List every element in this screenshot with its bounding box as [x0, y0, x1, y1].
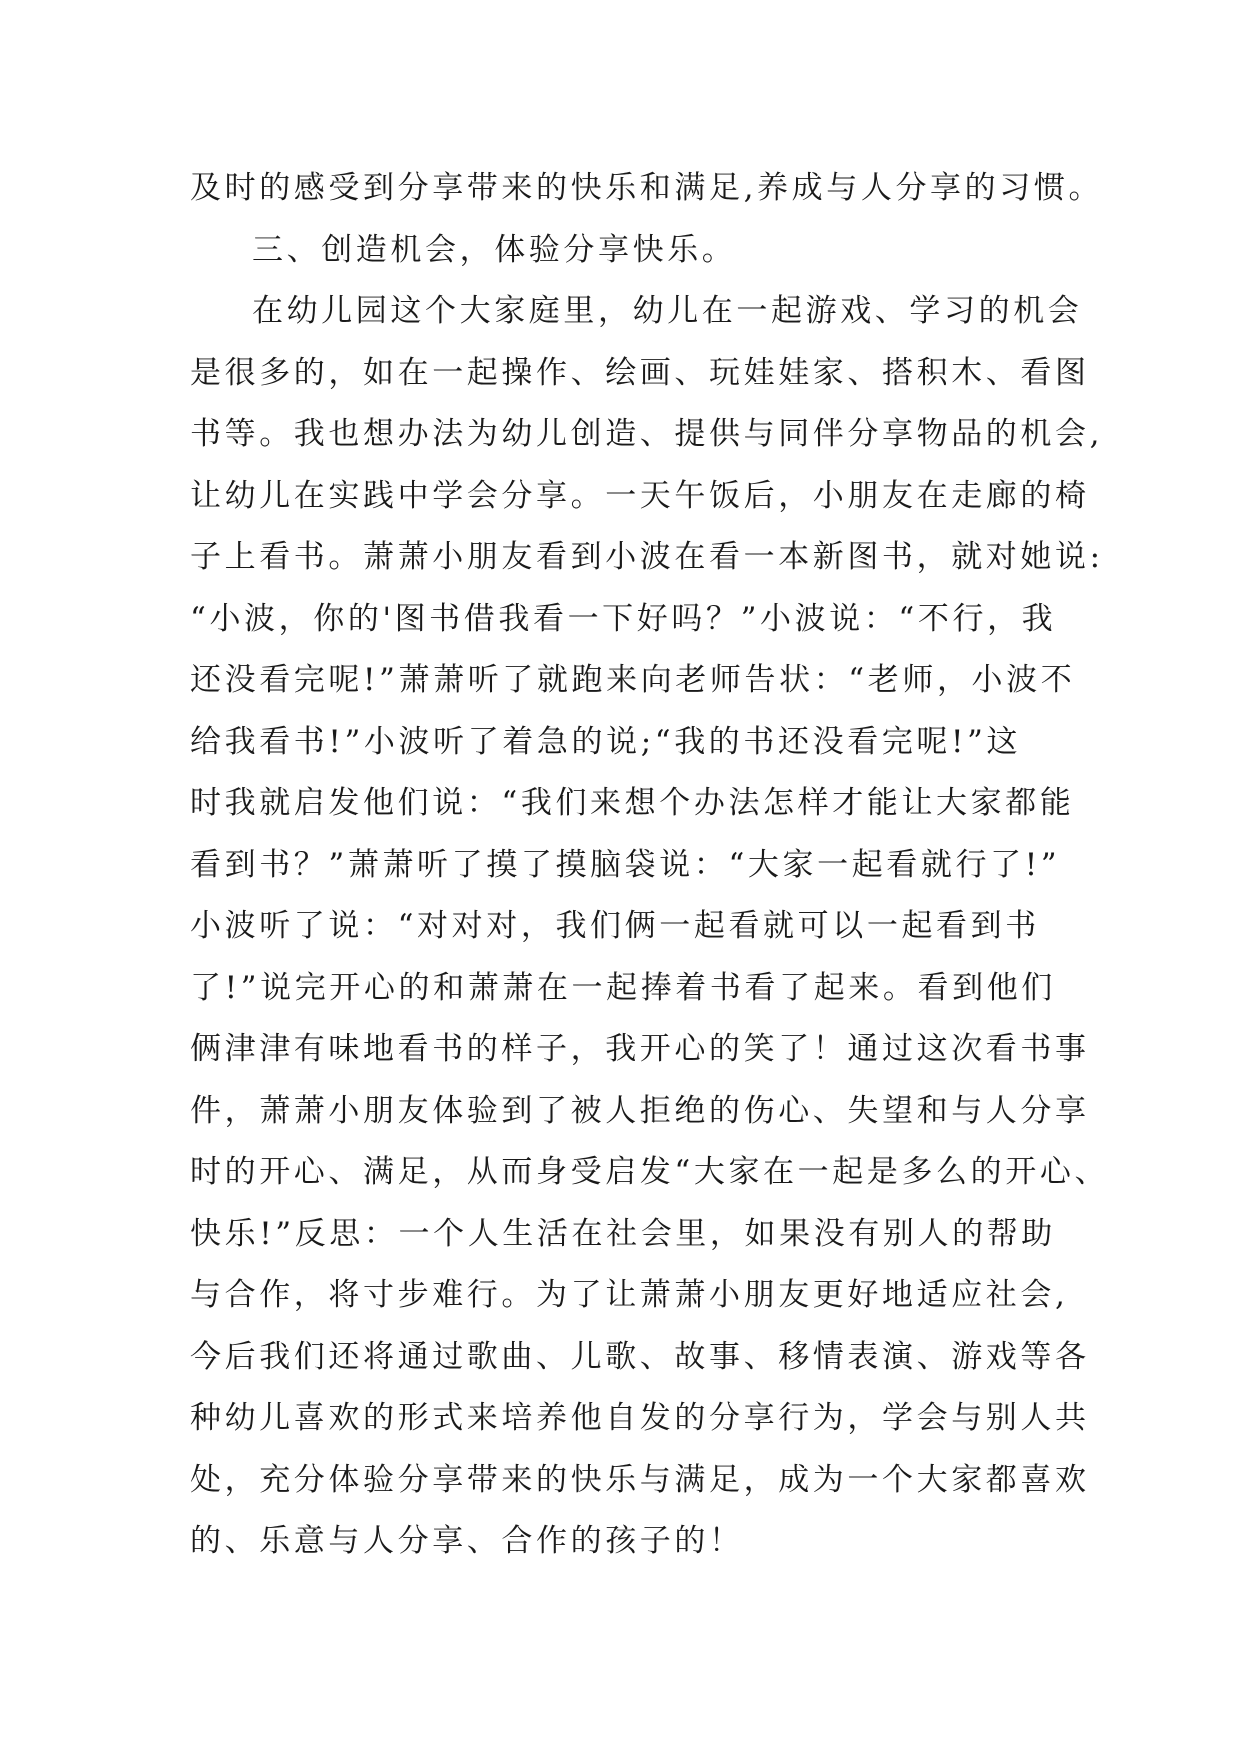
- text-line: 让幼儿在实践中学会分享。一天午饭后，小朋友在走廊的椅: [190, 477, 1090, 514]
- text-line: 及时的感受到分享带来的快乐和满足,养成与人分享的习惯。: [190, 170, 1104, 206]
- text-line: 小波听了说：“对对对，我们俩一起看就可以一起看到书: [190, 908, 1040, 944]
- text-line: 是很多的，如在一起操作、绘画、玩娃娃家、搭积木、看图: [190, 354, 1090, 391]
- text-line: 与合作，将寸步难行。为了让萧萧小朋友更好地适应社会,: [190, 1277, 1069, 1313]
- text-line: 三、创造机会，体验分享快乐。: [252, 231, 737, 268]
- text-line: 时我就启发他们说：“我们来想个办法怎样才能让大家都能: [190, 785, 1075, 821]
- text-line: 处，充分体验分享带来的快乐与满足，成为一个大家都喜欢: [190, 1461, 1090, 1498]
- text-line: 件，萧萧小朋友体验到了被人拒绝的伤心、失望和与人分享: [190, 1092, 1090, 1129]
- text-line: 今后我们还将通过歌曲、儿歌、故事、移情表演、游戏等各: [190, 1338, 1090, 1375]
- text-line: 时的开心、满足，从而身受启发“大家在一起是多么的开心、: [190, 1154, 1110, 1190]
- text-line: 了!”说完开心的和萧萧在一起捧着书看了起来。看到他们: [190, 969, 1056, 1006]
- text-line: 还没看完呢!”萧萧听了就跑来向老师告状：“老师，小波不: [190, 662, 1076, 698]
- text-line: 俩津津有味地看书的样子，我开心的笑了！通过这次看书事: [190, 1031, 1090, 1067]
- text-line: 种幼儿喜欢的形式来培养他自发的分享行为，学会与别人共: [190, 1400, 1090, 1436]
- text-line: 看到书？”萧萧听了摸了摸脑袋说：“大家一起看就行了!”: [190, 846, 1061, 883]
- text-line: “小波，你的'图书借我看一下好吗？”小波说：“不行，我: [190, 600, 1057, 637]
- text-line: 快乐!”反思：一个人生活在社会里，如果没有别人的帮助: [190, 1215, 1056, 1252]
- text-line: 给我看书!”小波听了着急的说;“我的书还没看完呢!”这: [190, 723, 1022, 760]
- text-line: 在幼儿园这个大家庭里，幼儿在一起游戏、学习的机会: [252, 293, 1083, 329]
- text-line: 的、乐意与人分享、合作的孩子的！: [190, 1523, 744, 1559]
- body-text: [190, 158, 1110, 1573]
- text-line: 书等。我也想办法为幼儿创造、提供与同伴分享物品的机会,: [190, 416, 1104, 452]
- text-line: 子上看书。萧萧小朋友看到小波在看一本新图书，就对她说:: [190, 539, 1104, 575]
